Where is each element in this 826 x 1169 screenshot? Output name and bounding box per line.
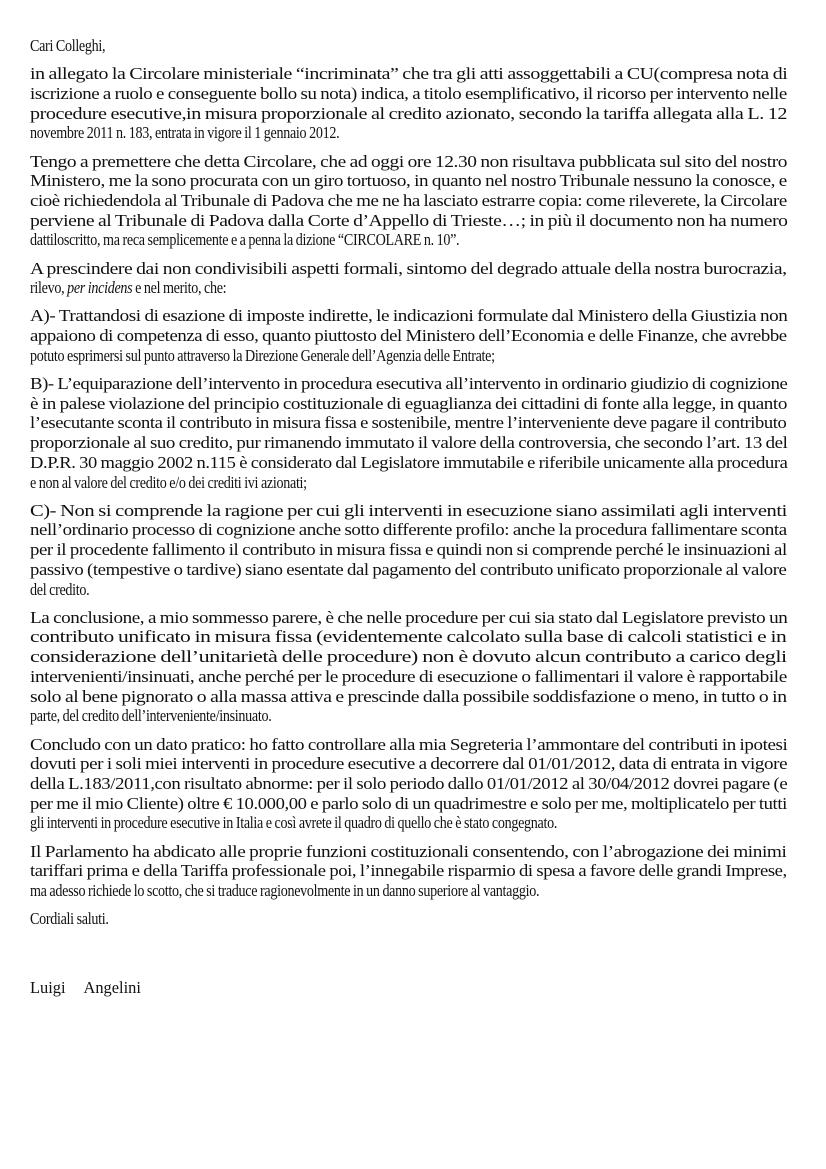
text-line: proporzionale al suo credito, pur rimanendo immutato il valore della controversia, che secondo l’art. 13 del bbox=[30, 433, 788, 453]
text-line: per me il mio Cliente) oltre € 10.000,00 e parlo solo di un quadrimestre e solo per me, moltiplicatelo per tutti bbox=[30, 793, 787, 813]
text-line: intervenienti/insinuati, anche perché per le procedure di esecuzione o fallimentari il valore è rapportabile bbox=[30, 666, 787, 686]
text-line: contributo unificato in misura fissa (evidentemente calcolato sulla base di calcoli statistici e in bbox=[30, 627, 787, 647]
text-line: B)- L’equiparazione dell’intervento in procedura esecutiva all’intervento in ordinario giudizio di cognizione bbox=[30, 374, 788, 394]
text-line: per il procedente fallimento il contributo in misura fissa e quindi non si comprende perché le insinuazioni al bbox=[30, 540, 787, 560]
text-line: nell’ordinario processo di cognizione anche sotto differente profilo: anche la procedura fallimentare sconta bbox=[30, 520, 787, 540]
signature-spacer bbox=[30, 937, 787, 978]
text-line: A)- Trattandosi di esazione di imposte indirette, le indicazioni formulate dal Ministero della Giustizia non bbox=[30, 306, 788, 326]
text-line: parte, del credito dell’interveniente/insinuato. bbox=[30, 706, 272, 726]
text-line: della L.183/2011,con risultato abnorme: per il solo periodo dallo 01/01/2012 al 30/04/2012 dovrei pagare (e bbox=[30, 773, 788, 793]
premise-line-1: A prescindere dai non condivisibili aspetti formali, sintomo del degrado attuale della nostra burocrazia, bbox=[30, 258, 787, 278]
text-line: iscrizione a ruolo e conseguente bollo su nota) indica, a titolo esemplificativo, il ricorso per intervento nelle bbox=[30, 83, 787, 103]
paragraph-conclusion bbox=[30, 608, 787, 726]
text-line: Tengo a premettere che detta Circolare, che ad oggi ore 12.30 non risultava pubblicata sul sito del nostro bbox=[30, 151, 788, 171]
text-line: dovuti per i soli miei interventi in procedure esecutive a decorrere dal 01/01/2012, data di entrata in vigore bbox=[30, 754, 788, 774]
text-line: cioè richiedendola al Tribunale di Padova che me ne ha lasciato estrarre copia: come rileverete, la Circolare bbox=[30, 190, 787, 210]
text-line: procedure esecutive,in misura proporzionale al credito azionato, secondo la tariffa allegata alla L. 12 bbox=[30, 103, 788, 123]
text-line: l’esecutante sconta il contributo in misura fissa e sostenibile, mentre l’interveniente deve pagare il contributo bbox=[30, 413, 787, 433]
text-line: tariffari prima e della Tariffa professionale poi, l’innegabile risparmio di spesa a favore delle grandi Imprese, bbox=[30, 861, 787, 881]
text-line: considerazione dell’unitarietà delle procedure) non è dovuto alcun contributo a carico degli bbox=[30, 647, 787, 667]
text-line: novembre 2011 n. 183, entrata in vigore il 1 gennaio 2012. bbox=[30, 123, 340, 143]
paragraph-parliament bbox=[30, 842, 787, 901]
text-line: in allegato la Circolare ministeriale “incriminata” che tra gli atti assoggettabili a CU(compresa nota di bbox=[30, 64, 788, 84]
signature bbox=[30, 978, 787, 998]
greeting-text: Cari Colleghi, bbox=[30, 36, 106, 55]
premise-line-2 bbox=[30, 278, 226, 298]
text-line: C)- Non si comprende la ragione per cui gli interventi in esecuzione siano assimilati agli interventi bbox=[30, 500, 787, 520]
text-line: solo al bene pignorato o alla massa attiva e prescinde dalla possibile soddisfazione o meno, in tutto o in bbox=[30, 686, 787, 706]
closing-text: Cordiali saluti. bbox=[30, 909, 109, 929]
text-line: Il Parlamento ha abdicato alle proprie funzioni costituzionali consentendo, con l’abrogazione dei minimi bbox=[30, 841, 787, 861]
signature-first-name: Luigi bbox=[30, 978, 66, 998]
paragraph-point-b bbox=[30, 374, 787, 492]
text-line: passivo (tempestive o tardive) siano esentate dal pagamento del contributo unificato proporzionale al valore bbox=[30, 559, 787, 579]
text-line: perviene al Tribunale di Padova dalla Corte d’Appello di Trieste…; in più il documento non ha numero bbox=[30, 210, 788, 230]
text-line: appaiono di competenza di esso, quanto piuttosto del Ministero dell’Economia e delle Finanze, che avrebbe bbox=[30, 326, 787, 346]
text-line: Ministero, me la sono procurata con un giro tortuoso, in quanto nel nostro Tribunale nessuno la conosce, e bbox=[30, 171, 787, 191]
letter-page bbox=[30, 36, 787, 998]
text-line: gli interventi in procedure esecutive in Italia e così avrete il quadro di quello che è stato congegnato. bbox=[30, 813, 558, 833]
text-line: La conclusione, a mio sommesso parere, è che nelle procedure per cui sia stato dal Legislatore previsto un bbox=[30, 607, 788, 627]
paragraph-point-c bbox=[30, 501, 787, 600]
paragraph-intro bbox=[30, 64, 787, 143]
text-line: potuto esprimersi sul punto attraverso la Direzione Generale dell’Agenzia delle Entrate; bbox=[30, 345, 495, 365]
paragraph-point-a bbox=[30, 306, 787, 365]
text-line: dattiloscritto, ma reca semplicemente e a penna la dizione “CIRCOLARE n. 10”. bbox=[30, 230, 460, 250]
text-line: Concludo con un dato pratico: ho fatto controllare alla mia Segreteria l’ammontare del contributi in ipotesi bbox=[30, 734, 788, 754]
text-line: D.P.R. 30 maggio 2002 n.115 è considerato dal Legislatore immutabile e riferibile unicamente alla procedura bbox=[30, 452, 788, 472]
paragraph-circolare-origin bbox=[30, 152, 787, 251]
greeting bbox=[30, 36, 787, 56]
premise-line-2-before: rilevo, bbox=[30, 278, 68, 298]
signature-last-name: Angelini bbox=[83, 978, 141, 998]
text-line: del credito. bbox=[30, 579, 90, 599]
text-line: e non al valore del credito e/o dei crediti ivi azionati; bbox=[30, 472, 307, 492]
paragraph-practical-data bbox=[30, 735, 787, 834]
paragraph-premise bbox=[30, 259, 787, 298]
latin-phrase-per-incidens: per incidens bbox=[67, 278, 133, 298]
premise-line-2-after: e nel merito, che: bbox=[132, 278, 227, 298]
closing bbox=[30, 909, 787, 929]
text-line: ma adesso richiede lo scotto, che si traduce ragionevolmente in un danno superiore al vantaggio. bbox=[30, 880, 540, 900]
text-line: è in palese violazione del principio costituzionale di eguaglianza dei cittadini di fonte alla legge, in quanto bbox=[30, 393, 787, 413]
